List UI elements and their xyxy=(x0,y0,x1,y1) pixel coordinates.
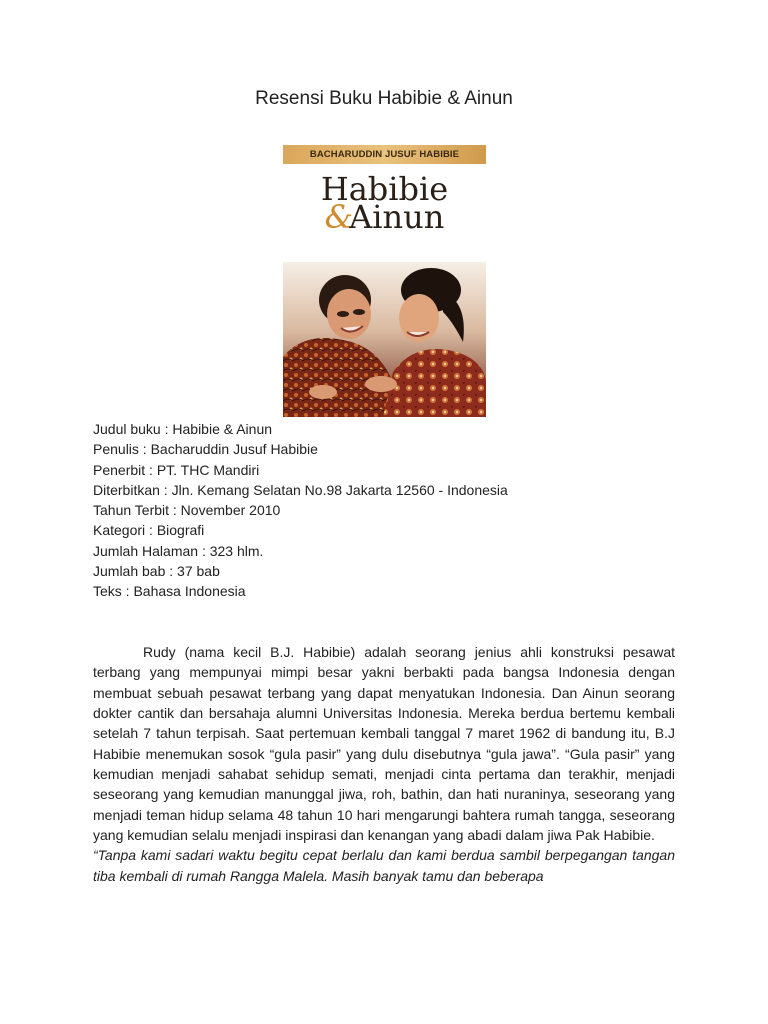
cover-photo-image xyxy=(283,262,486,417)
book-cover xyxy=(283,145,486,417)
meta-language: Teks : Bahasa Indonesia xyxy=(93,583,246,600)
meta-author: Penulis : Bacharuddin Jusuf Habibie xyxy=(93,441,318,458)
meta-chapters: Jumlah bab : 37 bab xyxy=(93,563,220,580)
meta-published-address: Diterbitkan : Jln. Kemang Selatan No.98 Jakarta 12560 - Indonesia xyxy=(93,481,508,498)
body-quote: “Tanpa kami sadari waktu begitu cepat berlalu dan kami berdua sambil berpegangan tangan tiba kembali di rumah Rangga Malela. Masih banyak tamu dan beberapa xyxy=(93,847,675,884)
meta-year: Tahun Terbit : November 2010 xyxy=(93,502,281,519)
meta-pages: Jumlah Halaman : 323 hlm. xyxy=(93,542,264,559)
document-title: Resensi Buku Habibie & Ainun xyxy=(255,88,513,109)
meta-publisher: Penerbit : PT. THC Mandiri xyxy=(93,461,260,478)
body-paragraph: Rudy (nama kecil B.J. Habibie) adalah seorang jenius ahli konstruksi pesawat terbang yang mempunyai mimpi besar yakni berbakti pada bangsa Indonesia dengan membuat sebuah pesawat terbang yang dapat menyatukan Indonesia. Dan Ainun seorang dokter cantik dan bersahaja alumni Universitas Indonesia. Mereka berdua bertemu kembali setelah 7 tahun terpisah. Saat pertemuan kembali tanggal 7 maret 1962 di bandung itu, B.J Habibie menemukan sosok “gula pasir” yang dulu disebutnya “gula jawa”. “Gula pasir” yang kemudian menjadi sahabat sehidup semati, menjadi cinta pertama dan terakhir, menjadi seseorang yang kemudian manunggal jiwa, roh, bathin, dan hati nuraninya, seseorang yang menjadi teman hidup selama 48 tahun 10 hari mengarungi bahtera rumah tangga, seseorang yang kemudian selalu menjadi inspirasi dan kenangan yang abadi dalam jiwa Pak Habibie. xyxy=(93,644,675,844)
cover-title-line1: Habibie xyxy=(320,170,449,208)
review-body xyxy=(93,642,675,886)
meta-title: Judul buku : Habibie & Ainun xyxy=(93,421,273,437)
cover-author-band: BACHARUDDIN JUSUF HABIBIE xyxy=(283,145,486,164)
cover-title-ampersand: & xyxy=(324,198,354,236)
cover-title xyxy=(283,170,486,236)
book-metadata xyxy=(93,419,693,602)
meta-category: Kategori : Biografi xyxy=(93,522,205,539)
cover-title-line2: Ainun xyxy=(349,198,445,236)
